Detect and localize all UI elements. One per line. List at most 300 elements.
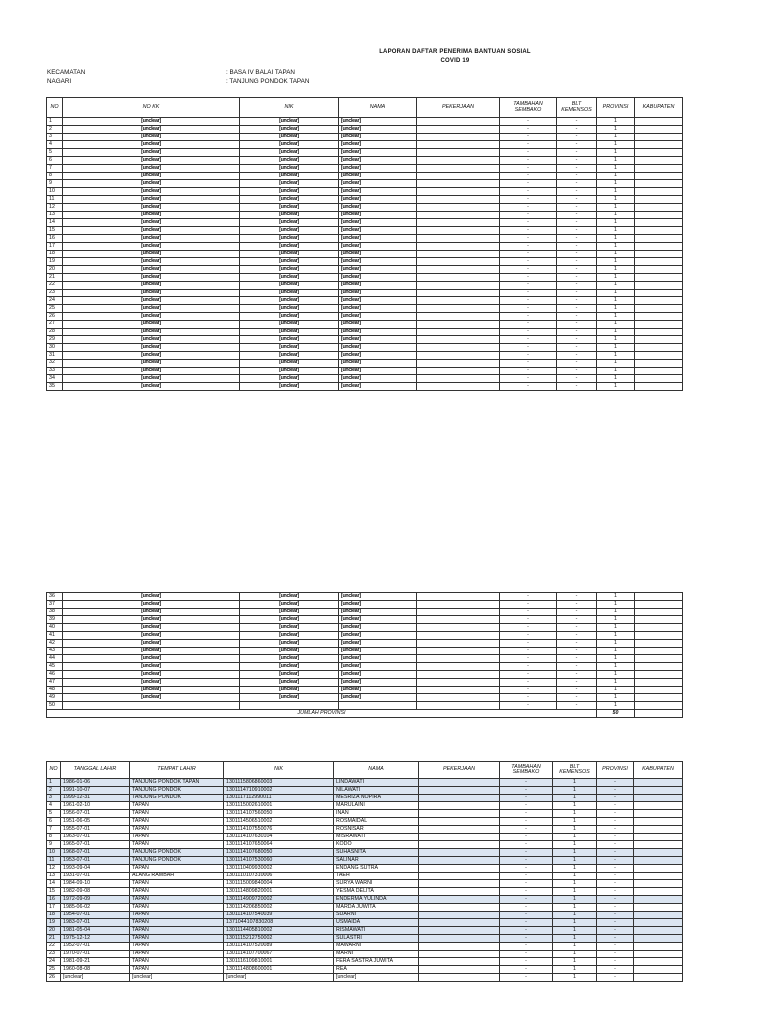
cell-pekerjaan [419,895,500,903]
cell-nik: 1301114206850002 [224,903,334,911]
cell-provinsi: 1 [597,118,635,126]
cell-nama: MESRIZA NOPIRA [334,794,419,802]
cell-nama: [unclear] [339,273,417,281]
cell-tanggal-lahir: 1981-05-04 [61,927,130,935]
cell-blt-kemensos: 1 [553,849,597,857]
cell-nama: [unclear] [339,351,417,359]
table-row [47,786,683,794]
cell-tambahan-sembako: - [500,266,557,274]
table-row [47,188,683,196]
cell-tanggal-lahir: 1952-07-01 [61,942,130,950]
cell-nik: [unclear] [240,678,339,686]
cell-pekerjaan [417,367,500,375]
cell-pekerjaan [417,616,500,624]
table-row [47,351,683,359]
cell-no: 10 [47,188,63,196]
cell-no-kk: [unclear] [63,336,240,344]
cell-pekerjaan [419,786,500,794]
table-row [47,320,683,328]
cell-provinsi: 1 [597,655,635,663]
cell-nama: [unclear] [339,320,417,328]
cell-pekerjaan [417,624,500,632]
cell-tambahan-sembako: - [500,234,557,242]
table-row [47,227,683,235]
cell-nik: [unclear] [240,234,339,242]
cell-no: 47 [47,678,63,686]
cell-blt-kemensos: - [557,655,597,663]
cell-no: 17 [47,903,61,911]
cell-no: 8 [47,833,61,841]
cell-no: 44 [47,655,63,663]
cell-blt-kemensos: - [557,250,597,258]
cell-provinsi: 1 [597,211,635,219]
cell-blt-kemensos: - [557,351,597,359]
cell-no: 12 [47,864,61,872]
cell-pekerjaan [417,227,500,235]
total-label: JUMLAH PROVINSI [47,709,597,717]
cell-nik: 1301114107530060 [224,856,334,864]
cell-tempat-lahir: TAPAN [130,802,224,810]
cell-pekerjaan [419,841,500,849]
cell-nama: SALINAR [334,856,419,864]
table-row [47,694,683,702]
cell-provinsi: - [597,927,634,935]
cell-tambahan-sembako: - [500,911,553,919]
cell-no: 6 [47,817,61,825]
cell-no-kk: [unclear] [63,141,240,149]
cell-no-kk: [unclear] [63,359,240,367]
cell-nik: [unclear] [240,266,339,274]
cell-nik: [unclear] [240,320,339,328]
cell-tempat-lahir: TAPAN [130,888,224,896]
cell-tanggal-lahir: 1953-07-01 [61,856,130,864]
cell-pekerjaan [419,966,500,974]
cell-tanggal-lahir: 1983-07-01 [61,919,130,927]
cell-tambahan-sembako: - [500,273,557,281]
cell-no: 3 [47,794,61,802]
cell-kabupaten [634,849,683,857]
cell-no: 2 [47,125,63,133]
cell-pekerjaan [419,934,500,942]
cell-kabupaten [635,694,683,702]
cell-no: 36 [47,593,63,601]
cell-nama: [unclear] [339,133,417,141]
table-row [47,655,683,663]
table-row [47,375,683,383]
cell-blt-kemensos: - [557,180,597,188]
cell-tanggal-lahir: 1999-12-31 [61,794,130,802]
cell-tempat-lahir: TAPAN [130,919,224,927]
cell-kabupaten [635,631,683,639]
cell-tambahan-sembako: - [500,305,557,313]
cell-kabupaten [635,289,683,297]
cell-pekerjaan [417,336,500,344]
cell-kabupaten [634,864,683,872]
cell-blt-kemensos: 1 [553,911,597,919]
cell-kabupaten [635,258,683,266]
cell-pekerjaan [419,958,500,966]
cell-tanggal-lahir: 1963-07-01 [61,833,130,841]
cell-no-kk: [unclear] [63,195,240,203]
cell-pekerjaan [419,856,500,864]
cell-pekerjaan [419,911,500,919]
cell-tambahan-sembako: - [500,281,557,289]
cell-provinsi: 1 [597,250,635,258]
cell-nik: [unclear] [240,616,339,624]
table-row [47,172,683,180]
cell-tempat-lahir: TAPAN [130,950,224,958]
cell-provinsi: - [597,973,634,981]
cell-blt-kemensos: - [557,289,597,297]
cell-no: 11 [47,856,61,864]
cell-no: 35 [47,383,63,391]
cell-provinsi: - [597,849,634,857]
cell-no: 34 [47,375,63,383]
cell-no-kk: [unclear] [63,600,240,608]
cell-tanggal-lahir: 1960-08-08 [61,966,130,974]
cell-tambahan-sembako: - [500,297,557,305]
cell-nama: [unclear] [339,624,417,632]
cell-tambahan-sembako: - [500,203,557,211]
cell-tanggal-lahir: 1970-07-01 [61,950,130,958]
cell-nama: [unclear] [339,694,417,702]
cell-nama: REA [334,966,419,974]
cell-nik: 1301114107540039 [224,911,334,919]
cell-nama: [unclear] [334,973,419,981]
cell-kabupaten [635,211,683,219]
cell-blt-kemensos: 1 [553,810,597,818]
cell-nama: TAEH [334,872,419,880]
cell-tempat-lahir: TAPAN [130,934,224,942]
cell-provinsi: 1 [597,266,635,274]
cell-no: 1 [47,779,61,787]
cell-tambahan-sembako: - [500,919,553,927]
cell-tambahan-sembako: - [500,817,553,825]
cell-tambahan-sembako: - [500,686,557,694]
cell-nik: 1301114107680050 [224,849,334,857]
cell-provinsi: 1 [597,258,635,266]
cell-tambahan-sembako: - [500,328,557,336]
cell-blt-kemensos: 1 [553,966,597,974]
cell-provinsi: 1 [597,133,635,141]
cell-nik: 1301114107560050 [224,810,334,818]
cell-blt-kemensos: 1 [553,895,597,903]
cell-no: 1 [47,118,63,126]
cell-kabupaten [635,234,683,242]
table-row [47,856,683,864]
cell-no: 25 [47,966,61,974]
cell-pekerjaan [417,686,500,694]
cell-tambahan-sembako: - [500,624,557,632]
cell-nama: [unclear] [339,593,417,601]
cell-no: 4 [47,802,61,810]
cell-pekerjaan [417,359,500,367]
cell-nama: ENDERMA YULINDA [334,895,419,903]
cell-nama: [unclear] [339,312,417,320]
cell-no: 33 [47,367,63,375]
table-row [47,266,683,274]
cell-blt-kemensos: - [557,118,597,126]
cell-tempat-lahir: TAPAN [130,942,224,950]
cell-tanggal-lahir: 1984-09-10 [61,880,130,888]
col-kabupaten: KABUPATEN [634,762,683,779]
cell-nik: [unclear] [240,624,339,632]
cell-no: 48 [47,686,63,694]
cell-nik: [unclear] [240,359,339,367]
table-row [47,794,683,802]
table-row [47,895,683,903]
cell-blt-kemensos: - [557,149,597,157]
cell-no-kk [63,702,240,710]
cell-pekerjaan [417,141,500,149]
cell-kabupaten [634,825,683,833]
cell-pekerjaan [417,234,500,242]
cell-blt-kemensos: - [557,647,597,655]
cell-blt-kemensos: - [557,359,597,367]
cell-tambahan-sembako: - [500,958,553,966]
cell-tempat-lahir: TAPAN [130,810,224,818]
cell-tambahan-sembako: - [500,156,557,164]
table-row [47,344,683,352]
cell-no-kk: [unclear] [63,639,240,647]
cell-provinsi: 1 [597,600,635,608]
cell-tambahan-sembako: - [500,141,557,149]
cell-tempat-lahir: TAPAN [130,833,224,841]
cell-kabupaten [634,872,683,880]
cell-blt-kemensos: 1 [553,958,597,966]
cell-nama: [unclear] [339,328,417,336]
cell-pekerjaan [417,211,500,219]
cell-pekerjaan [417,250,500,258]
cell-tambahan-sembako: - [500,647,557,655]
cell-tambahan-sembako: - [500,211,557,219]
col-tambahan-sembako: TAMBAHAN SEMBAKO [500,98,557,118]
cell-nik: [unclear] [240,281,339,289]
cell-no: 5 [47,149,63,157]
cell-nik: [unclear] [240,297,339,305]
cell-nama: [unclear] [339,639,417,647]
col-no: NO [47,98,63,118]
cell-provinsi: - [597,817,634,825]
cell-kabupaten [635,639,683,647]
cell-provinsi: 1 [597,289,635,297]
cell-provinsi: 1 [597,351,635,359]
cell-kabupaten [635,647,683,655]
cell-no: 5 [47,810,61,818]
cell-tambahan-sembako: - [500,375,557,383]
cell-pekerjaan [417,164,500,172]
table-row [47,647,683,655]
cell-tambahan-sembako: - [500,927,553,935]
cell-nik: [unclear] [240,608,339,616]
table-row [47,678,683,686]
cell-tempat-lahir: TAPAN [130,825,224,833]
cell-kabupaten [635,593,683,601]
cell-nama: [unclear] [339,663,417,671]
cell-blt-kemensos: 1 [553,973,597,981]
cell-blt-kemensos: - [557,631,597,639]
table-row [47,872,683,880]
cell-blt-kemensos: 1 [553,872,597,880]
cell-kabupaten [635,156,683,164]
cell-tanggal-lahir: 1991-10-07 [61,786,130,794]
cell-provinsi: 1 [597,593,635,601]
cell-provinsi: - [597,864,634,872]
cell-blt-kemensos: 1 [553,934,597,942]
cell-no: 8 [47,172,63,180]
cell-provinsi: 1 [597,631,635,639]
cell-blt-kemensos: - [557,125,597,133]
cell-nik: [unclear] [240,289,339,297]
cell-nik: [unclear] [240,305,339,313]
cell-nik: 1301114808600001 [224,966,334,974]
cell-no: 7 [47,164,63,172]
kecamatan-value: : BASA IV BALAI TAPAN [226,69,295,76]
cell-provinsi: 1 [597,297,635,305]
cell-pekerjaan [419,927,500,935]
cell-provinsi: 1 [597,616,635,624]
cell-nik: [unclear] [240,125,339,133]
cell-no: 38 [47,608,63,616]
table-row [47,133,683,141]
cell-tambahan-sembako: - [500,678,557,686]
cell-kabupaten [635,686,683,694]
cell-no-kk: [unclear] [63,663,240,671]
cell-no: 9 [47,180,63,188]
cell-pekerjaan [417,608,500,616]
cell-provinsi: - [597,888,634,896]
table-row [47,639,683,647]
cell-provinsi: - [597,911,634,919]
cell-tambahan-sembako: - [500,344,557,352]
cell-pekerjaan [419,849,500,857]
cell-provinsi: - [597,786,634,794]
table-row [47,686,683,694]
cell-nik: [unclear] [240,351,339,359]
table-row [47,942,683,950]
cell-no-kk: [unclear] [63,367,240,375]
cell-pekerjaan [417,188,500,196]
cell-kabupaten [635,172,683,180]
cell-nik: [unclear] [240,180,339,188]
cell-provinsi: 1 [597,694,635,702]
cell-provinsi: 1 [597,281,635,289]
cell-tanggal-lahir: [unclear] [61,973,130,981]
cell-pekerjaan [417,266,500,274]
cell-provinsi: - [597,794,634,802]
table-row [47,242,683,250]
cell-no-kk: [unclear] [63,258,240,266]
table-row [47,250,683,258]
cell-blt-kemensos: 1 [553,856,597,864]
cell-nama: ROSMAIDAL [334,817,419,825]
cell-nik: [unclear] [240,694,339,702]
cell-tambahan-sembako: - [500,616,557,624]
cell-pekerjaan [417,273,500,281]
cell-kabupaten [635,149,683,157]
cell-provinsi: 1 [597,639,635,647]
cell-nama: [unclear] [339,227,417,235]
cell-nik: [unclear] [240,328,339,336]
table-row [47,849,683,857]
cell-pekerjaan [417,258,500,266]
cell-no-kk: [unclear] [63,647,240,655]
cell-tambahan-sembako: - [500,825,553,833]
table-row [47,312,683,320]
cell-pekerjaan [417,133,500,141]
cell-pekerjaan [417,593,500,601]
col-nama: NAMA [339,98,417,118]
table-row [47,817,683,825]
cell-nama: MARDA JUWITA [334,903,419,911]
cell-pekerjaan [419,794,500,802]
cell-no: 22 [47,281,63,289]
cell-nama: MARNI [334,950,419,958]
cell-no-kk: [unclear] [63,242,240,250]
cell-nik: 1301114909720002 [224,895,334,903]
cell-nama: RISMAWATI [334,927,419,935]
cell-provinsi: 1 [597,195,635,203]
table-row [47,281,683,289]
cell-no: 6 [47,156,63,164]
cell-blt-kemensos: - [557,593,597,601]
cell-nama: [unclear] [339,258,417,266]
table-row [47,219,683,227]
cell-provinsi: 1 [597,180,635,188]
cell-tanggal-lahir: 1961-02-10 [61,802,130,810]
table-row [47,919,683,927]
cell-nama: [unclear] [339,141,417,149]
cell-tambahan-sembako: - [500,966,553,974]
table-row [47,125,683,133]
cell-pekerjaan [419,810,500,818]
cell-nik: 1301115806860003 [224,779,334,787]
cell-tanggal-lahir: 1955-07-01 [61,825,130,833]
kecamatan-label: KECAMATAN [47,69,86,76]
cell-no: 30 [47,344,63,352]
cell-no: 24 [47,297,63,305]
table-row [47,118,683,126]
col-blt-kemensos: BLT KEMENSOS [553,762,597,779]
cell-no: 10 [47,849,61,857]
cell-nama: [unclear] [339,647,417,655]
cell-nama: [unclear] [339,118,417,126]
cell-tanggal-lahir: 1954-07-01 [61,911,130,919]
cell-nik: 1301114506510002 [224,817,334,825]
cell-provinsi: - [597,934,634,942]
cell-blt-kemensos: - [557,639,597,647]
cell-nik: 1301110409930002 [224,864,334,872]
cell-no: 27 [47,320,63,328]
cell-no: 4 [47,141,63,149]
cell-nama: [unclear] [339,616,417,624]
cell-nik: 1301114809820001 [224,888,334,896]
cell-nama: SULASTRI [334,934,419,942]
cell-tempat-lahir: TANJUNG PONDOK TAPAN [130,779,224,787]
cell-nama: NILAWATI [334,786,419,794]
cell-no-kk: [unclear] [63,624,240,632]
cell-blt-kemensos: - [557,219,597,227]
cell-tambahan-sembako: - [500,180,557,188]
cell-blt-kemensos: 1 [553,794,597,802]
cell-kabupaten [634,927,683,935]
cell-blt-kemensos: - [557,312,597,320]
cell-no-kk: [unclear] [63,133,240,141]
cell-kabupaten [635,663,683,671]
cell-nama: [unclear] [339,305,417,313]
cell-nama: ENDANG SUTRA [334,864,419,872]
cell-provinsi: 1 [597,678,635,686]
